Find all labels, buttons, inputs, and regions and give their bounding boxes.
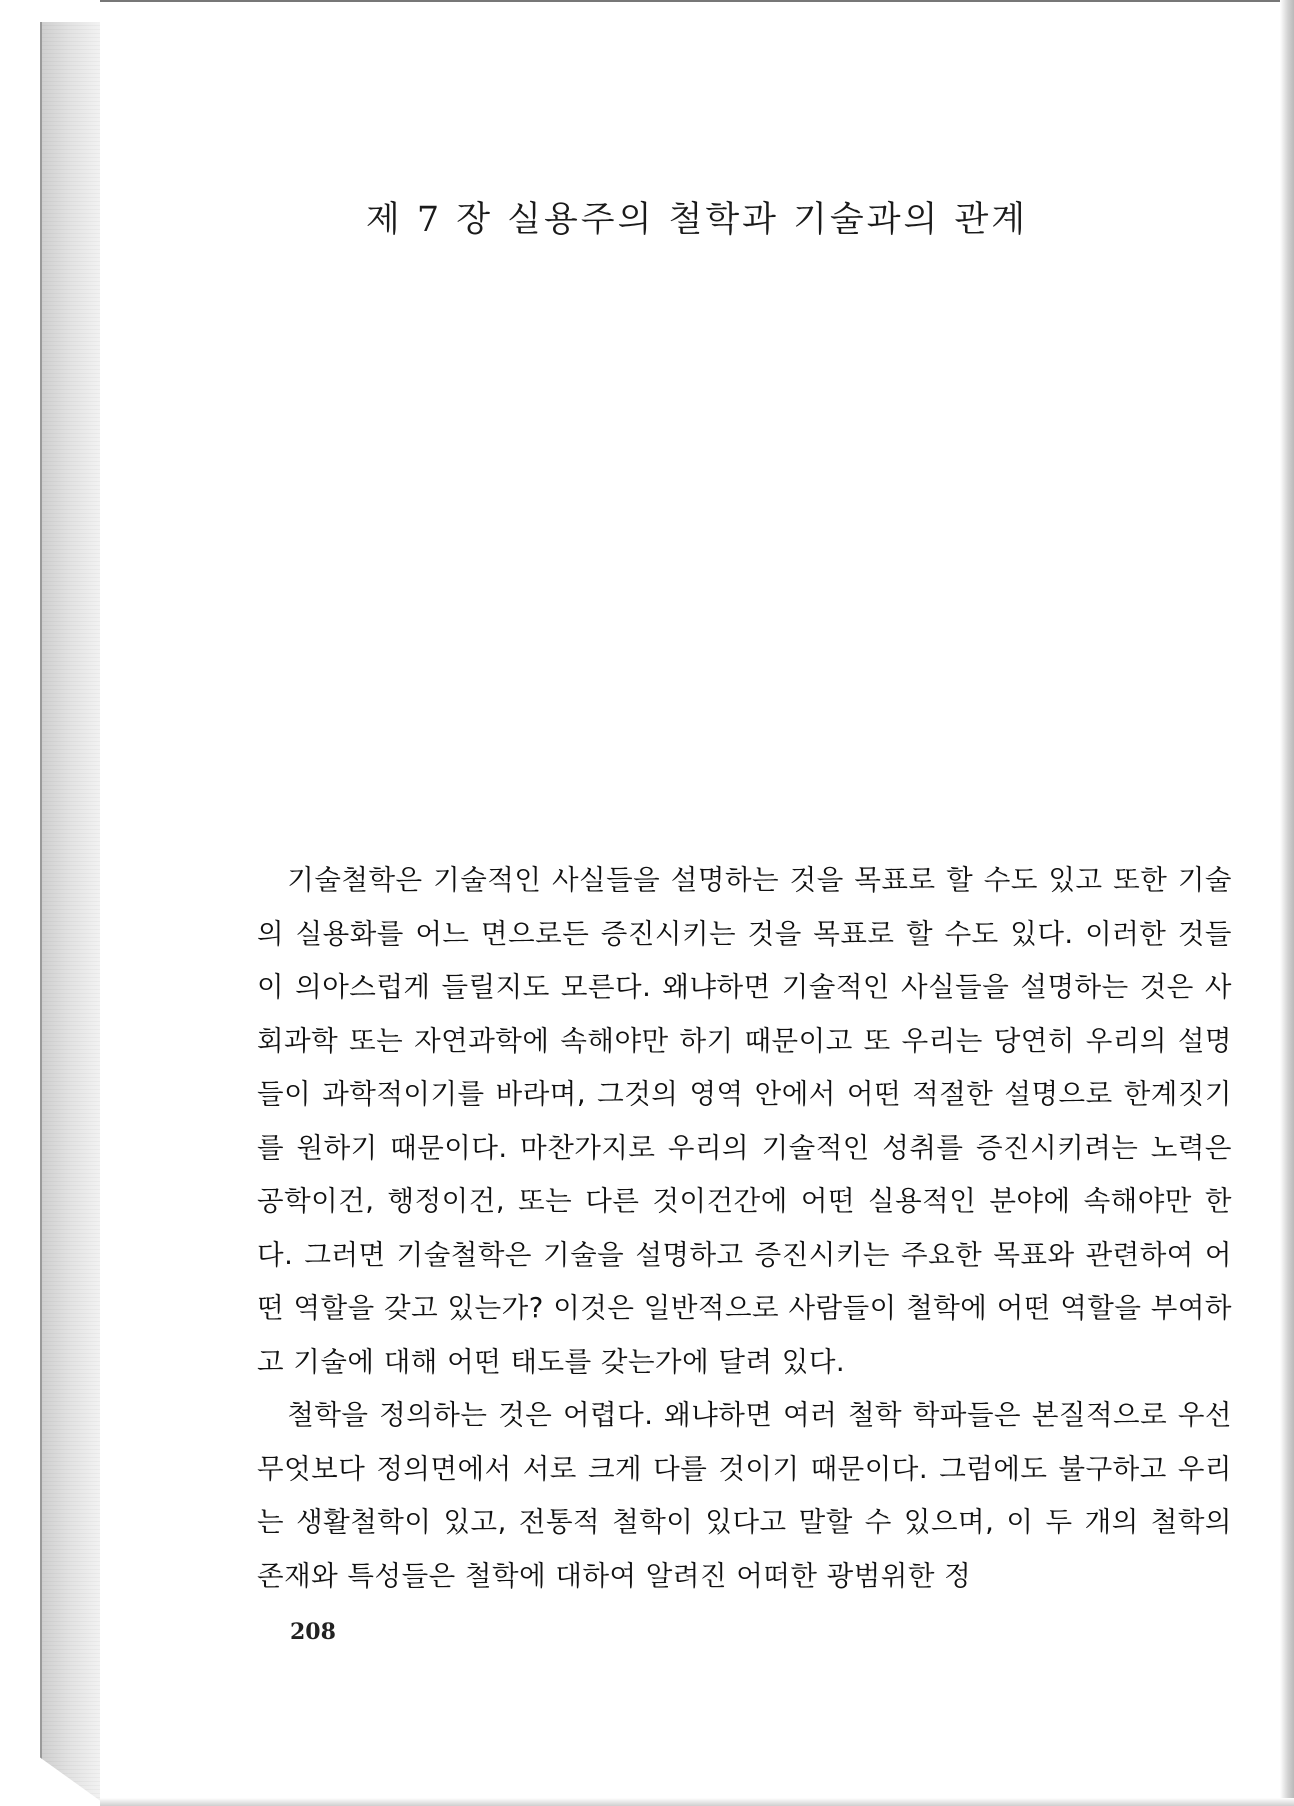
paragraph-2: 철학을 정의하는 것은 어렵다. 왜냐하면 여러 철학 학파들은 본질적으로 우선 무엇보다 정의면에서 서로 크게 다를 것이기 때문이다. 그럼에도 불구하고 우리는 생활철학이 있고, 전통적 철학이 있다고 말할 수 있으며, 이 두 개의 철학의 존재와 특성들은 철학에 대하여 알려진 어떠한 광범위한 정 bbox=[257, 1399, 1232, 1592]
book-page bbox=[100, 0, 1280, 1800]
book-spine-edge bbox=[40, 22, 102, 1802]
page-bottom-shadow bbox=[100, 1798, 1294, 1806]
page-edge-shadow bbox=[1280, 0, 1294, 1806]
body-text bbox=[257, 854, 1232, 1603]
paragraph-1: 기술철학은 기술적인 사실들을 설명하는 것을 목표로 할 수도 있고 또한 기술의 실용화를 어느 면으로든 증진시키는 것을 목표로 할 수도 있다. 이러한 것들이 의아스럽게 들릴지도 모른다. 왜냐하면 기술적인 사실들을 설명하는 것은 사회과학 또는 자연과학에 속해야만 하기 때문이고 또 우리는 당연히 우리의 설명들이 과학적이기를 바라며, 그것의 영역 안에서 어떤 적절한 설명으로 한계짓기를 원하기 때문이다. 마찬가지로 우리의 기술적인 성취를 증진시키려는 노력은 공학이건, 행정이건, 또는 다른 것이건간에 어떤 실용적인 분야에 속해야만 한다. 그러면 기술철학은 기술을 설명하고 증진시키는 주요한 목표와 관련하여 어떤 역할을 갖고 있는가? 이것은 일반적으로 사람들이 철학에 어떤 역할을 부여하고 기술에 대해 어떤 태도를 갖는가에 달려 있다. bbox=[257, 864, 1232, 1378]
chapter-title: 제 7 장 실용주의 철학과 기술과의 관계 bbox=[365, 200, 1029, 240]
page-number: 208 bbox=[290, 1619, 336, 1645]
